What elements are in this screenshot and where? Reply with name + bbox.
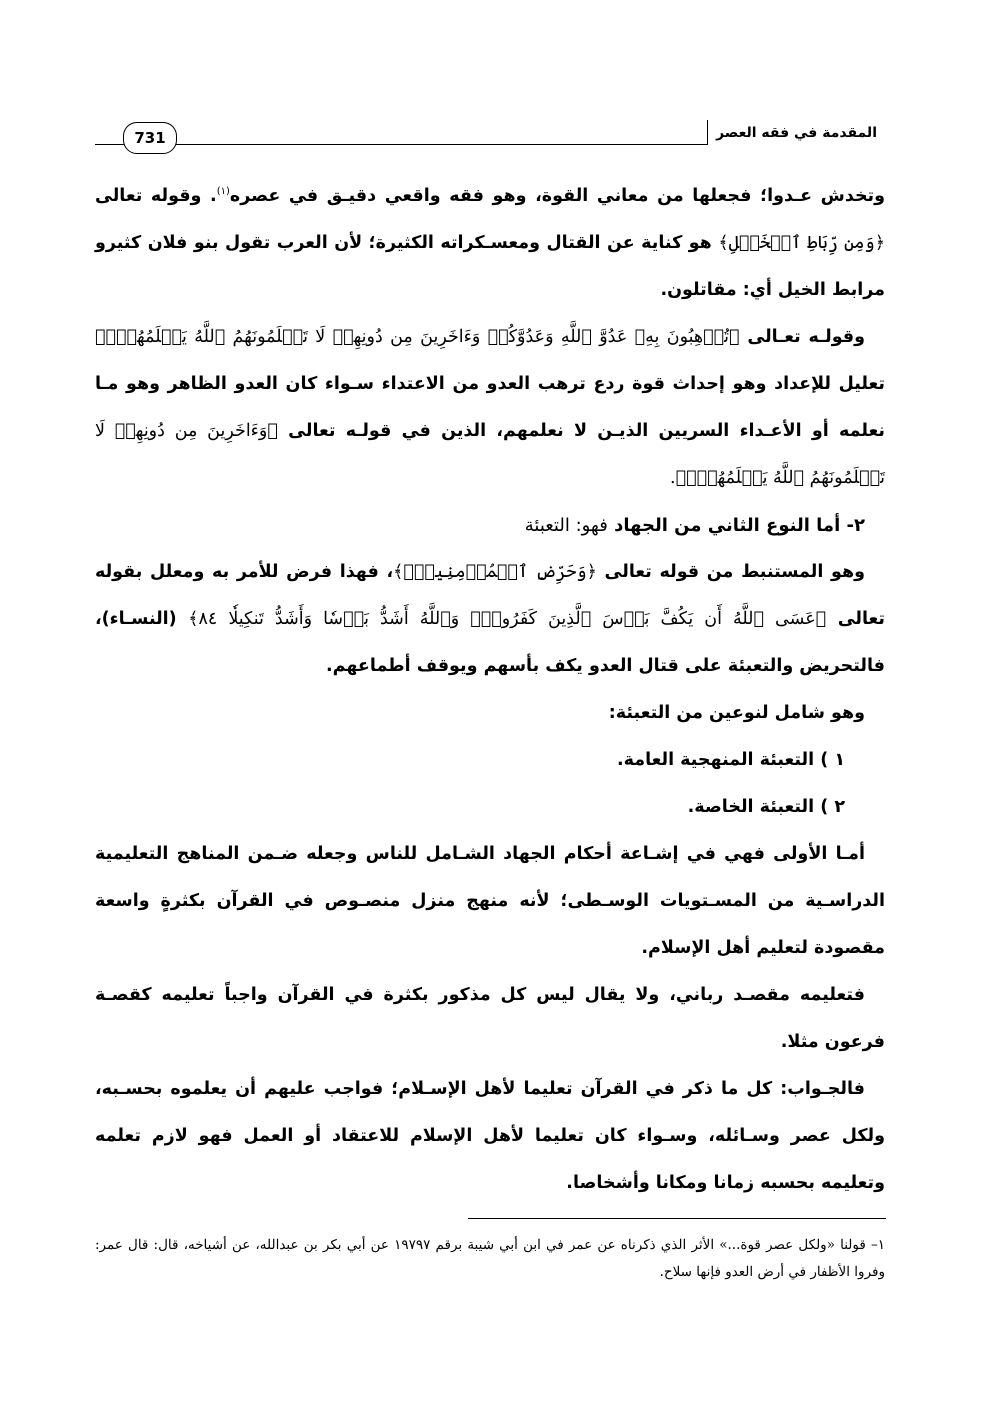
list-item: ١ ) التعبئة المنهجية العامة. (616, 749, 845, 770)
section-heading (95, 502, 885, 549)
quran-verse: ﴿وَحَرِّضِ ٱلۡمُؤۡمِنِينَۖ﴾ (393, 561, 597, 582)
paragraph-5: أمـا الأولى فهي في إشـاعة أحكام الجهاد الشـامل للناس وجعله ضـمن المناهج التعليمية الدراسـية من المسـتويات الوسـطى؛ لأنه منهج منزل منصـوص في القرآن بكثرةٍ واسعة مقصودة لتعليم أهل الإسلام. (95, 843, 885, 958)
quran-verse: ﴿وَءَاخَرِينَ مِن دُونِهِمۡ لَا تَعۡلَمُونَهُمُ ٱللَّهُ يَعۡلَمُهُمۡۚ﴾. (95, 420, 885, 488)
paragraph-1-text-c: هو كناية عن القتال ومعسـكراته الكثيرة؛ لأن العرب تقول بنو فلان كثيرو مرابط الخيل أي: مقاتلون. (95, 232, 885, 300)
page-number: 731 (123, 122, 177, 154)
footnote-ref-1[interactable]: (١) (216, 186, 230, 197)
paragraph-1 (95, 168, 885, 314)
paragraph-2 (95, 314, 885, 502)
paragraph-1-text-a: وتخدش عـدوا؛ فجعلها من معاني القوة، وهو فقه واقعي دقيـق في عصره (229, 185, 886, 206)
paragraph-7: فالجـواب: كل ما ذكر في القرآن تعليما لأهل الإسـلام؛ فواجب عليهم أن يعلموه بحسـبه، ولكل عصر وسـائله، وسـواء كان تعليما لأهل الإسلام للاعتقاد أو العمل فهو لازم تعلمه وتعليمه بحسبه زمانا ومكانا وأشخاصا. (95, 1078, 885, 1193)
paragraph-3 (95, 549, 885, 690)
book-title: المقدمة في فقه العصر (707, 120, 885, 145)
section-heading-rest: فهو: التعبئة (524, 514, 608, 536)
footnotes (95, 1232, 885, 1286)
paragraph-6: فتعليمه مقصـد رباني، ولا يقال ليس كل مذكور بكثرة في القرآن واجباً تعليمه كقصـة فرعون مثلا. (95, 984, 885, 1052)
paragraph-2-text-b: تعليل للإعداد وهو إحداث قوة ردع ترهب العدو من الاعتداء سـواء كان العدو الظاهر وهو مـا نعلمه أو الأعـداء السريين الذيـن لا نعلمهم، الذين في قولـه تعالى (95, 373, 885, 441)
paragraph-3-text-b: ، فهذا فرض للأمر به ومعلل بقوله تعالى (95, 561, 885, 629)
section-heading-bold: ٢- أما النوع الثاني من الجهاد (614, 514, 865, 536)
quran-verse: ﴿تُرۡهِبُونَ بِهِۦ عَدُوَّ ٱللَّهِ وَعَدُوَّكُمۡ وَءَاخَرِينَ مِن دُونِهِمۡ لَا تَعۡلَمُونَهُمُ ٱللَّهُ يَعۡلَمُهُمۡۚ﴾ (95, 326, 740, 347)
paragraph-1-text-b: . وقوله تعالى (95, 185, 217, 206)
quran-verse: ﴿وَمِن رِّبَاطِ ٱلۡخَيۡلِ﴾ (718, 232, 885, 253)
paragraph-4: وهو شامل لنوعين من التعبئة: (608, 702, 865, 723)
footnote-1: ١– قولنا «ولكل عصر قوة...» الأثر الذي ذكرناه عن عمر في ابن أبي شيبة برقم ١٩٧٩٧ عن أبي بكر بن عبدالله، عن أشياخه، قال: قال عمر: وفروا الأظفار في أرض العدو فإنها سلاح. (95, 1237, 886, 1280)
page-body (95, 168, 885, 1207)
page-header (95, 120, 885, 156)
list-item: ٢ ) التعبئة الخاصة. (687, 796, 845, 817)
paragraph-3-text-a: وهو المستنبط من قوله تعالى (604, 561, 866, 582)
quran-verse: ﴿عَسَى ٱللَّهُ أَن يَكُفَّ بَأۡسَ ٱلَّذِينَ كَفَرُواْۚ وَٱللَّهُ أَشَدُّ بَأۡسٗا وَأَشَدُّ تَنكِيلٗا ٨٤﴾ (188, 608, 827, 629)
paragraph-2-text-a: وقولـه تعـالى (747, 326, 866, 347)
footnote-divider (468, 1218, 886, 1219)
paragraph-3-text-c: (النسـاء)، فالتحريض والتعبئة على قتال العدو يكف بأسهم ويوقف أطماعهم. (95, 608, 885, 676)
